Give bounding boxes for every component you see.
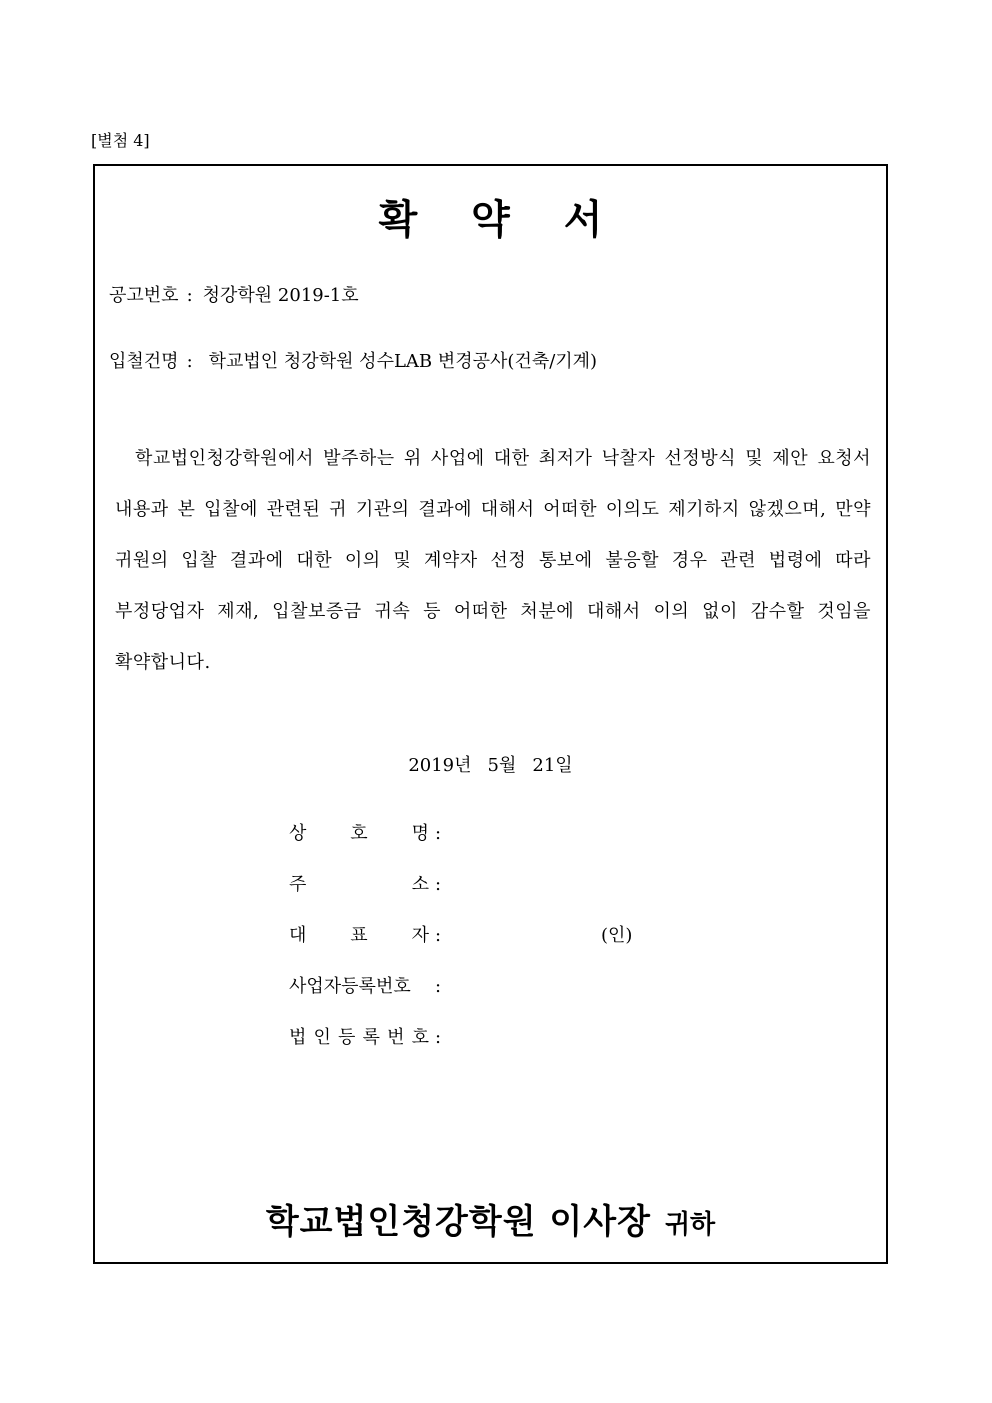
- date-day: 21일: [532, 755, 573, 776]
- notice-number-label: 공고번호: [109, 285, 179, 306]
- addressee-honorific: 귀하: [664, 1210, 716, 1240]
- field-company-name-colon: :: [435, 823, 442, 844]
- field-corp-reg-no-label: 법 인 등 록 번 호: [289, 1027, 429, 1048]
- date-year: 2019년: [408, 755, 472, 776]
- pledge-body-text: 학교법인청강학원에서 발주하는 위 사업에 대한 최저가 낙찰자 선정방식 및 제안 요청서 내용과 본 입찰에 관련된 귀 기관의 결과에 대해서 어떠한 이의도 제기하지 않겠으며, 만약 귀원의 입찰 결과에 대한 이의 및 계약자 선정 통보에 불응할 경우 관련 법령에 따라 부정당업자 제재, 입찰보증금 귀속 등 어떠한 처분에 대해서 이의 없이 감수할 것임을 확약합니다.: [115, 448, 871, 673]
- signature-fields: [289, 822, 789, 1077]
- field-company-name: [289, 822, 789, 873]
- document-frame: [93, 164, 888, 1264]
- addressee-main: 학교법인청강학원 이사장: [265, 1202, 651, 1242]
- field-representative-colon: :: [435, 925, 442, 946]
- bid-name-value: 학교법인 청강학원 성수LAB 변경공사(건축/기계): [208, 351, 598, 372]
- seal-mark: (인): [601, 925, 633, 946]
- date-month: 5월: [487, 755, 517, 776]
- bid-name-label: 입철건명: [109, 351, 179, 372]
- field-company-name-label: 상 호 명: [289, 823, 429, 844]
- addressee: [95, 1200, 886, 1250]
- field-business-reg-no-label: 사업자등록번호: [289, 976, 411, 997]
- field-corp-reg-no: [289, 1026, 789, 1077]
- notice-number-separator: :: [186, 285, 193, 306]
- field-corp-reg-no-colon: :: [435, 1027, 442, 1048]
- bid-name-line: [109, 350, 597, 374]
- field-business-reg-no: [289, 975, 789, 1026]
- field-address-colon: :: [435, 874, 442, 895]
- bid-name-separator: :: [186, 351, 193, 372]
- field-business-reg-no-colon: :: [435, 976, 442, 997]
- field-representative: [289, 924, 789, 975]
- field-address-label: 주 소: [289, 874, 429, 895]
- document-title: 확 약 서: [378, 196, 623, 243]
- attachment-label: [별첨 4]: [91, 131, 150, 150]
- notice-number-line: [109, 284, 359, 308]
- field-representative-label: 대 표 자: [289, 925, 429, 946]
- date-line: [95, 754, 886, 778]
- notice-number-value: 청강학원 2019-1호: [202, 285, 359, 306]
- field-address: [289, 873, 789, 924]
